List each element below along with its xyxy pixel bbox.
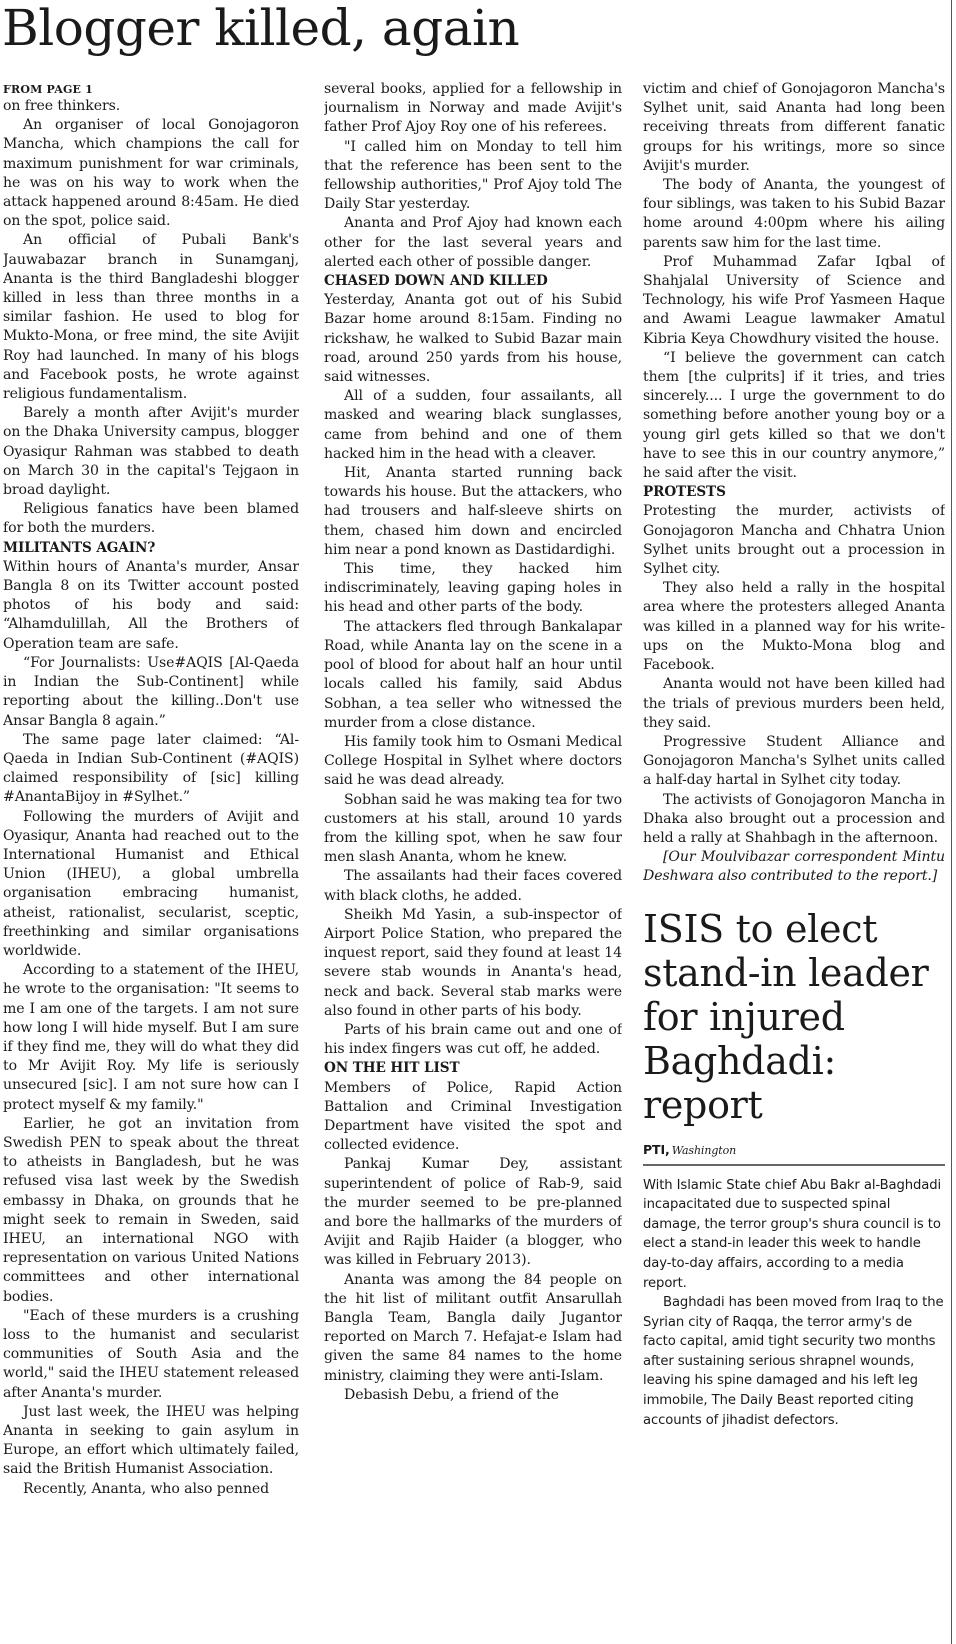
paragraph: Religious fanatics have been blamed for both the murders. [3,501,299,537]
paragraph: Ananta was among the 84 people on the hit list of militant outfit Ansarullah Bangla Team, Bangla daily Jugantor reported on March 7. Hefajat-e Islam had given the same 84 names to the home ministry, claiming they were anti-Islam. [324,1271,622,1384]
paragraph: Sobhan said he was making tea for two customers at his stall, around 10 yards from the killing spot, when he saw four men slash Ananta, whom he knew. [324,791,622,866]
article-column-2 [324,80,622,1405]
article-column-3 [643,80,945,1430]
byline [643,1141,945,1166]
paragraph: Earlier, he got an invitation from Swedish PEN to speak about the threat to atheists in Bangladesh, but he was refused visa last week by the Swedish embassy in Dhaka, on grounds that he might seek to remain in Sweden, said IHEU, an international NGO with representation on various United Nations committees and other international bodies. [3,1115,299,1305]
paragraph: The same page later claimed: “Al-Qaeda in Indian Sub-Continent (#AQIS) claimed responsibility of [sic] killing #AnantaBijoy in #Sylhet.” [3,731,299,806]
agency-name: PTI, [643,1141,670,1157]
paragraph: All of a sudden, four assailants, all masked and wearing black sunglasses, came from behind and one of them hacked him in the head with a cleaver. [324,388,622,462]
isis-article [643,907,945,1431]
subhead-chased-down: CHASED DOWN AND KILLED [324,273,548,290]
paragraph: Debasish Debu, a friend of the [344,1386,559,1403]
column-rule [951,0,952,1644]
paragraph: on free thinkers. [3,98,121,114]
paragraph: Just last week, the IHEU was helping Ananta in seeking to gain asylum in Europe, an effort which ultimately failed, said the British Humanist Association. [3,1403,299,1478]
paragraph: Prof Muhammad Zafar Iqbal of Shahjalal University of Science and Technology, his wife Prof Yasmeen Haque and Awami League lawmaker Amatul Kibria Keya Chowdhury visited the house. [643,253,945,347]
paragraph: Within hours of Ananta's murder, Ansar Bangla 8 on its Twitter account posted photos of his body and said: “Alhamdulillah, All the Brothers of Operation team are safe. [3,558,299,652]
subhead-protests: PROTESTS [643,484,726,501]
paragraph: "Each of these murders is a crushing loss to the humanist and secularist communities of South Asia and the world," said the IHEU statement released after Ananta's murder. [3,1307,299,1401]
paragraph: Baghdadi has been moved from Iraq to the Syrian city of Raqqa, the terror army's de facto capital, amid tight security two months after sustaining serious shrapnel wounds, leaving his spine damaged and his left leg immobile, The Daily Beast reported citing accounts of jihadist defectors. [643,1295,944,1428]
paragraph: An organiser of local Gonojagoron Mancha, which champions the call for maximum punishment for war criminals, he was on his way to work when the attack happened around 8:45am. He died on the spot, police said. [3,117,299,230]
paragraph: This time, they hacked him indiscriminately, leaving gaping holes in his head and other parts of the body. [324,561,622,616]
paragraph: several books, applied for a fellowship in journalism in Norway and made Avijit's father Prof Ajoy Roy one of his referees. [324,81,622,136]
paragraph: According to a statement of the IHEU, he wrote to the organisation: "It seems to me I am one of the targets. I am not sure how long I will hide myself. But I am sure if they find me, they will do what they did to Mr Avijit Roy. My life is seriously unsecured [sic]. I am not sure how can I protect myself & my family." [3,962,299,1113]
correspondent-credit: [Our Moulvibazar correspondent Mintu Deshwara also contributed to the report.] [643,849,945,885]
dateline: Washington [671,1143,737,1157]
main-headline: Blogger killed, again [2,0,520,57]
paragraph: Parts of his brain came out and one of his index fingers was cut off, he added. [324,1021,622,1058]
paragraph: The body of Ananta, the youngest of four siblings, was taken to his Subid Bazar home around 4:00pm where his ailing parents saw him for the last time. [643,177,945,251]
subhead-militants-again: MILITANTS AGAIN? [3,539,156,556]
paragraph: The attackers fled through Bankalapar Road, while Ananta lay on the scene in a pool of blood for about half an hour until locals called his family, said Abdus Sobhan, a tea seller who witnessed the murder from a close distance. [324,618,622,731]
from-page-label: FROM PAGE 1 [3,83,94,96]
paragraph: “For Journalists: Use#AQIS [Al-Qaeda in Indian the Sub-Continent] while reporting about the killing..Don't use Ansar Bangla 8 again.” [3,654,299,729]
paragraph: Ananta and Prof Ajoy had known each other for the last several years and alerted each other of possible danger. [324,215,622,270]
paragraph: Progressive Student Alliance and Gonojagoron Mancha's Sylhet units called a half-day hartal in Sylhet city today. [643,733,945,789]
paragraph: Recently, Ananta, who also penned [23,1480,270,1497]
paragraph: Protesting the murder, activists of Gonojagoron Mancha and Chhatra Union Sylhet units brought out a procession in Sylhet city. [643,503,945,578]
paragraph: His family took him to Osmani Medical College Hospital in Sylhet where doctors said he was dead already. [324,733,622,789]
paragraph: “I believe the government can catch them [the culprits] if it tries, and tries sincerely.... I urge the government to do something before another young boy or a young girl gets killed so that we don't have to see this in our country anymore,” he said after the visit. [643,349,945,482]
paragraph: victim and chief of Gonojagoron Mancha's Sylhet unit, said Ananta had long been receiving threats from different fanatic groups for his writings, more so since Avijit's murder. [643,81,945,174]
paragraph: "I called him on Monday to tell him that the reference has been sent to the fellowship authorities," Prof Ajoy told The Daily Star yesterday. [324,138,622,213]
paragraph: Members of Police, Rapid Action Battalion and Criminal Investigation Department have visited the spot and collected evidence. [324,1079,622,1154]
paragraph: Ananta would not have been killed had the trials of previous murders been held, they said. [643,676,945,731]
paragraph: Pankaj Kumar Dey, assistant superintendent of police of Rab-9, said the murder seemed to be pre-planned and bore the hallmarks of the murders of Avijit and Rajib Haider (a blogger, who was killed in February 2013). [324,1156,622,1269]
paragraph: With Islamic State chief Abu Bakr al-Baghdadi incapacitated due to suspected spinal damage, the terror group's shura council is to elect a stand-in leader this week to handle day-to-day affairs, according to a media report. [643,1177,942,1291]
paragraph: Barely a month after Avijit's murder on the Dhaka University campus, blogger Oyasiqur Rahman was stabbed to death on March 30 in the capital's Tejgaon in broad daylight. [3,405,299,499]
article-column-1 [3,82,299,1499]
paragraph: Following the murders of Avijit and Oyasiqur, Ananta had reached out to the International Humanist and Ethical Union (IHEU), a global umbrella organisation embracing humanist, atheist, rationalist, secularist, sceptic, freethinking and similar organisations worldwide. [3,808,299,959]
subhead-hit-list: ON THE HIT LIST [324,1060,460,1077]
paragraph: Hit, Ananta started running back towards his house. But the attackers, who had trousers and half-sleeve shirts on them, chased him down and encircled him near a pond known as Dastidardighi. [324,465,622,558]
paragraph: The activists of Gonojagoron Mancha in Dhaka also brought out a procession and held a rally at Shahbagh in the afternoon. [643,791,945,846]
paragraph: They also held a rally in the hospital area where the protesters alleged Ananta was killed in a planned way for his write-ups on the Mukto-Mona blog and Facebook. [643,580,945,674]
paragraph: An official of Pubali Bank's Jauwabazar branch in Sunamganj, Ananta is the third Bangladeshi blogger killed in less than three months in a similar fashion. He used to blog for Mukto-Mona, or free mind, the site Avijit Roy had launched. In many of his blogs and Facebook posts, he wrote against religious fundamentalism. [3,232,299,403]
paragraph: The assailants had their faces covered with black cloths, he added. [324,868,622,904]
paragraph: Sheikh Md Yasin, a sub-inspector of Airport Police Station, who prepared the inquest report, said they found at least 14 severe stab wounds in Ananta's head, neck and back. Several stab marks were also found in other parts of his body. [324,906,622,1019]
isis-headline: ISIS to elect stand-in leader for injured Baghdadi: report [643,906,929,1127]
paragraph: Yesterday, Ananta got out of his Subid Bazar home around 8:15am. Finding no rickshaw, he walked to Subid Bazar main road, around 250 yards from his house, said witnesses. [324,292,622,386]
